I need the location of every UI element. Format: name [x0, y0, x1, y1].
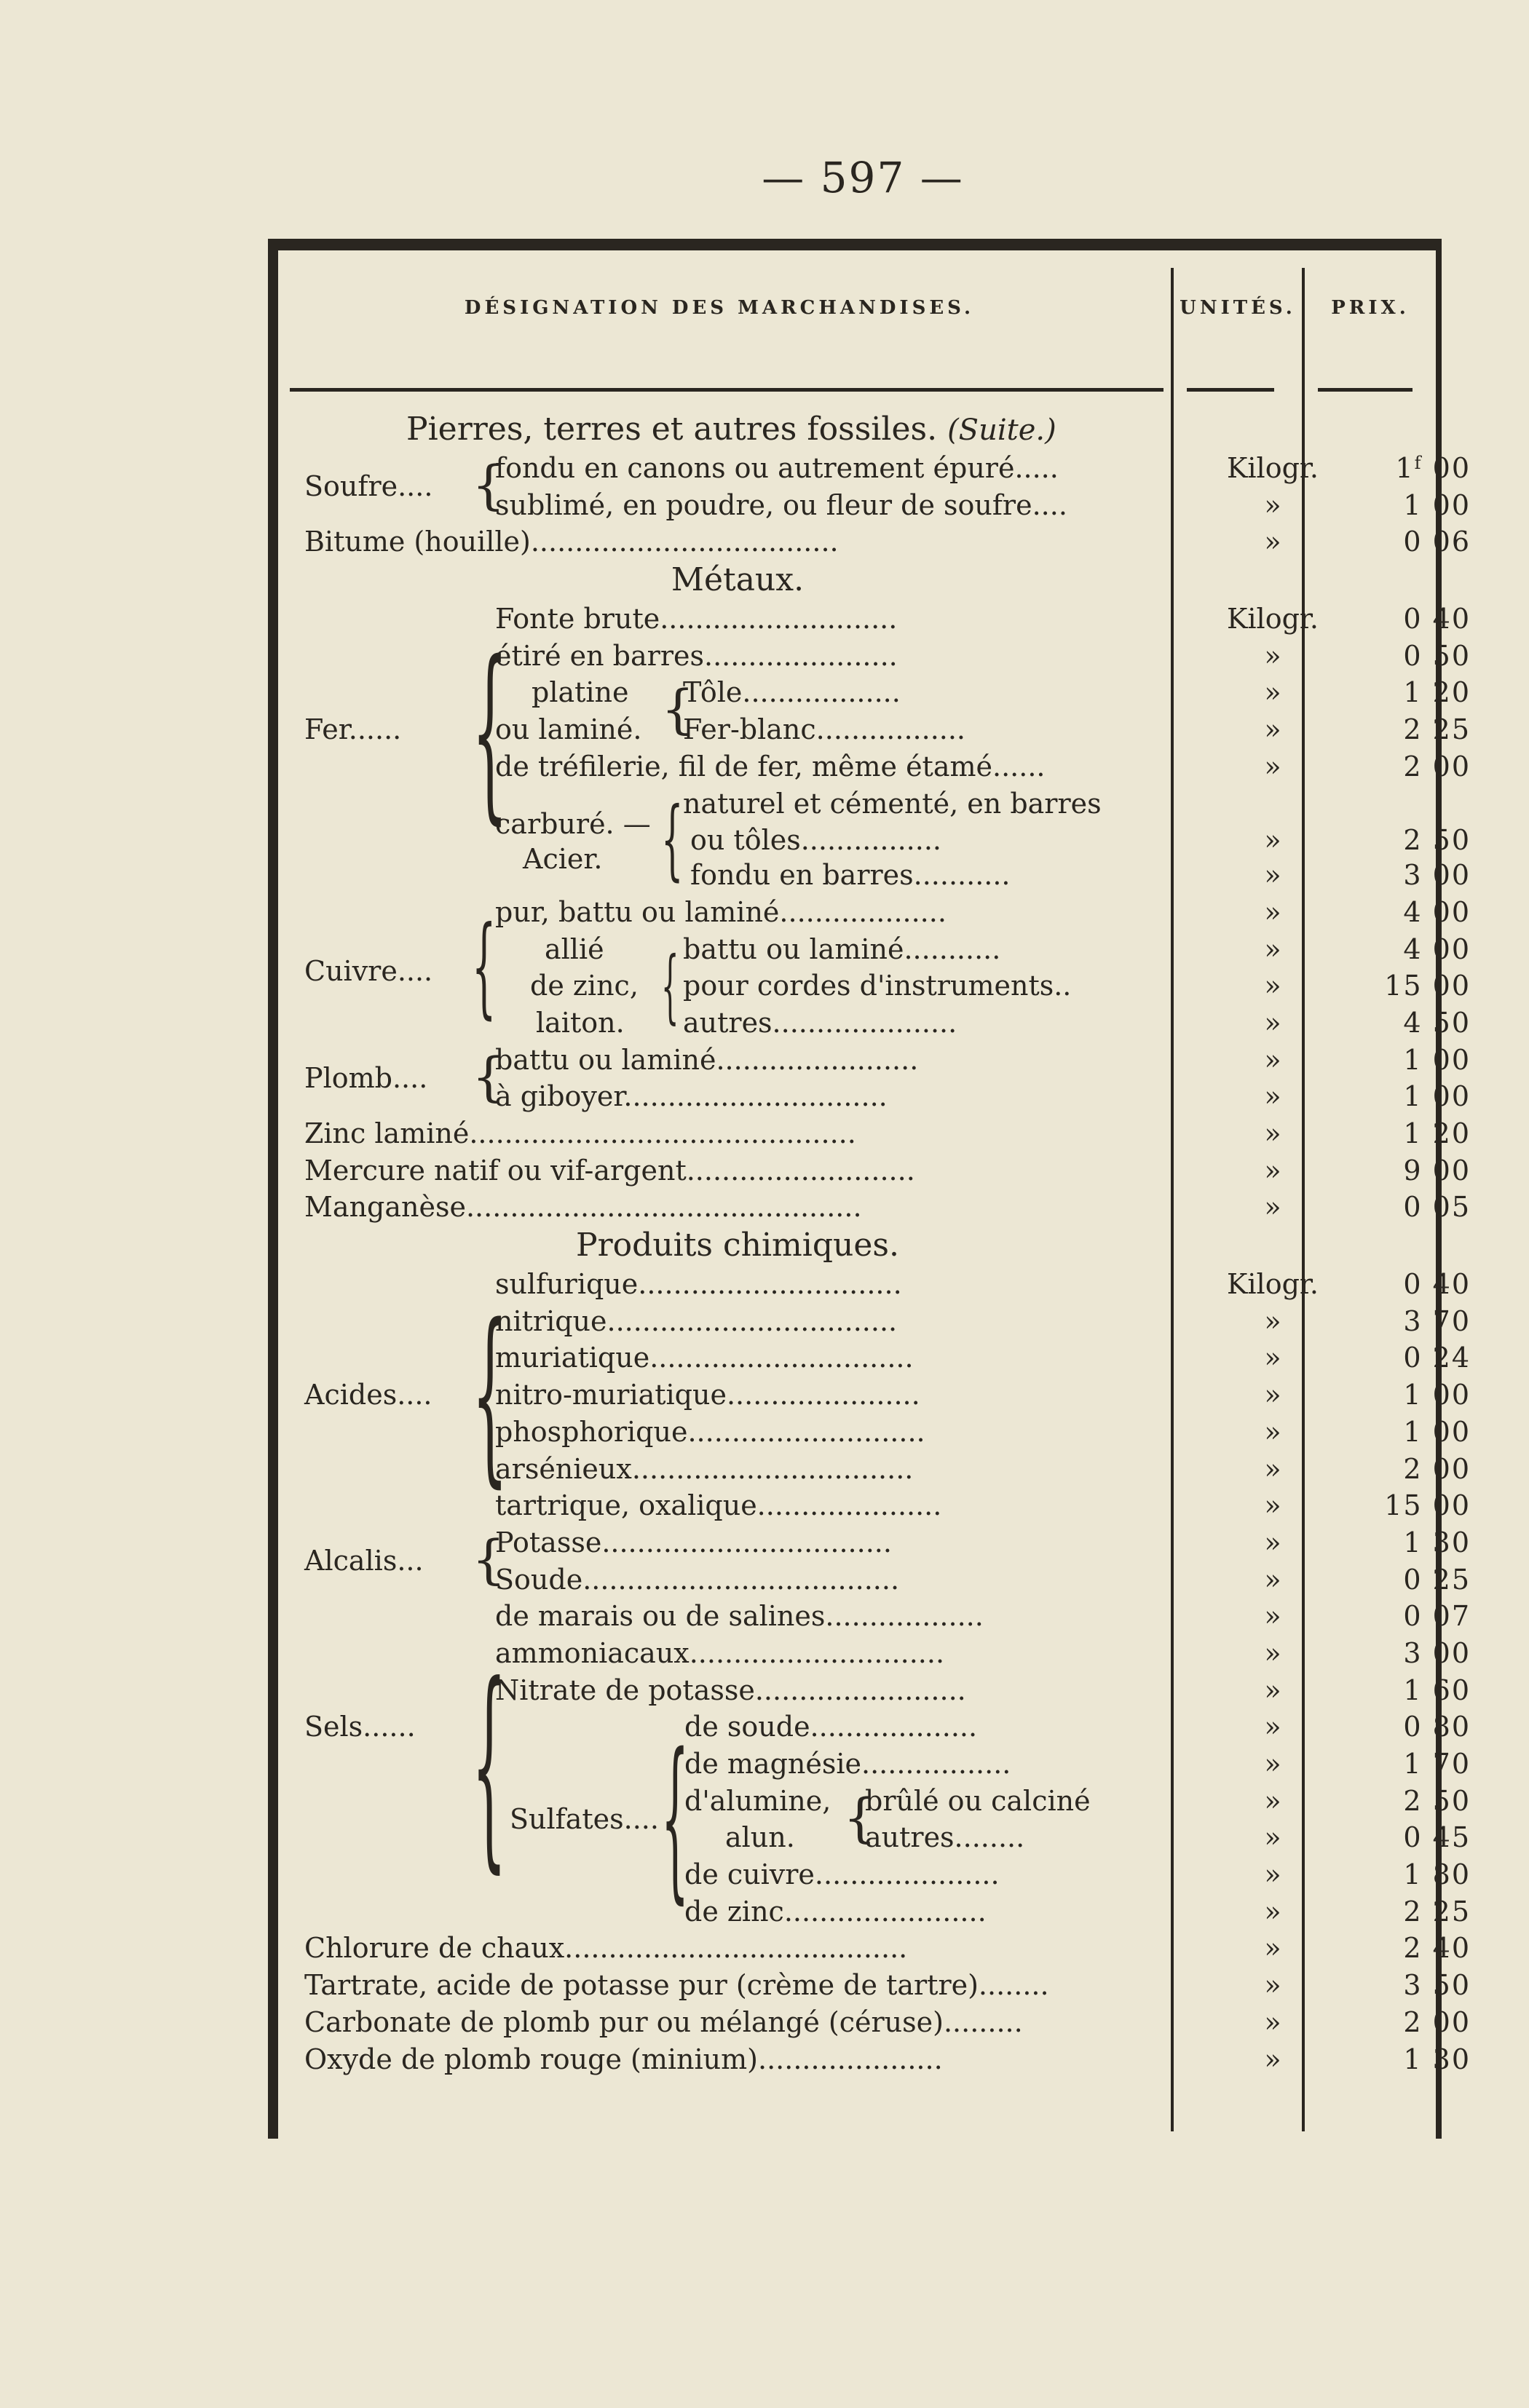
row-label: Oxyde de plomb rouge (minium).....................: [304, 2043, 943, 2075]
group-label-plomb: Plomb....: [304, 1061, 428, 1094]
table-top-border: [268, 239, 1442, 250]
table-row: [304, 1856, 1471, 1893]
row-unit: »: [1264, 1043, 1281, 1076]
table-row: [304, 638, 1471, 675]
row-unit: »: [1264, 1858, 1281, 1891]
sub-label-acier: Acier.: [523, 843, 603, 876]
brace: {: [472, 903, 497, 1030]
table-row: [304, 1487, 1471, 1524]
row-unit: »: [1264, 1489, 1281, 1522]
row-price: 1 20: [1403, 676, 1471, 709]
row-price: 4 00: [1403, 932, 1471, 965]
row-label: ammoniacaux.............................: [495, 1636, 945, 1669]
header-rule: [290, 388, 1163, 392]
section-suite: (Suite.): [947, 413, 1056, 447]
row-unit: »: [1264, 1379, 1281, 1411]
row-label-brule: brûlé ou calciné: [865, 1784, 1091, 1817]
sub-label-laiton: laiton.: [536, 1006, 625, 1039]
row-price: 1 60: [1403, 1674, 1471, 1706]
row-label: fondu en canons ou autrement épuré.....: [495, 452, 1059, 484]
row-unit: »: [1264, 1080, 1281, 1113]
row-price: 1 00: [1403, 1415, 1471, 1448]
row-unit: Kilogr.: [1227, 603, 1319, 635]
row-price: 0 40: [1403, 1268, 1471, 1301]
header-rule-units: [1187, 388, 1274, 392]
row-price: 1 00: [1403, 1379, 1471, 1411]
table-row: [304, 1115, 1471, 1152]
table-row: [304, 1561, 1471, 1599]
row-unit: »: [1264, 713, 1281, 746]
row-label: Soude....................................: [495, 1563, 900, 1596]
group-label-cuivre: Cuivre....: [304, 955, 433, 988]
table-row: [304, 1930, 1471, 1967]
row-unit: »: [1264, 1563, 1281, 1596]
row-label: sulfurique..............................: [495, 1268, 902, 1301]
row-label: nitro-muriatique......................: [495, 1379, 920, 1411]
row-unit: »: [1264, 1154, 1281, 1187]
group-label-acides: Acides....: [304, 1379, 432, 1411]
row-label: autres.....................: [683, 1006, 957, 1039]
row-price: 3 70: [1403, 1304, 1471, 1337]
row-label: à giboyer..............................: [495, 1080, 888, 1113]
table-row: [304, 843, 1471, 894]
row-price: 1 00: [1403, 1080, 1471, 1113]
row-label: pur, battu ou laminé...................: [495, 895, 947, 928]
table-row: [304, 487, 1471, 524]
row-label: battu ou laminé.......................: [495, 1043, 919, 1076]
row-price: 2 00: [1403, 1452, 1471, 1485]
row-unit: »: [1264, 526, 1281, 558]
row-unit: »: [1264, 676, 1281, 709]
row-label: Bitume (houille)...................................: [304, 526, 839, 558]
row-label: tartrique, oxalique.....................: [495, 1489, 942, 1522]
row-label: muriatique..............................: [495, 1342, 914, 1374]
sub-label-platine: platine: [532, 676, 629, 709]
table-row: [304, 1078, 1471, 1115]
table-row: [304, 1451, 1471, 1488]
row-price: 1 30: [1403, 2043, 1471, 2075]
sub-label-carbure: carburé. —: [495, 808, 651, 841]
row-price: 0 80: [1403, 1711, 1471, 1743]
row-label: de zinc.......................: [684, 1895, 987, 1928]
row-unit: »: [1264, 824, 1281, 857]
row-price: 9 00: [1403, 1154, 1471, 1187]
row-price: 15 00: [1384, 970, 1471, 1002]
brace: {: [472, 1285, 508, 1505]
row-label: de tréfilerie, fil de fer, même étamé......: [495, 750, 1046, 783]
row-label: arsénieux................................: [495, 1452, 914, 1485]
table-row: [304, 1005, 1471, 1042]
row-unit: »: [1264, 1526, 1281, 1559]
brace: {: [472, 622, 508, 842]
table-row: [304, 2004, 1471, 2041]
row-price: 3 50: [1403, 1969, 1471, 2002]
table-row: [304, 1672, 1471, 1709]
row-price: 2 25: [1403, 713, 1471, 746]
row-price: 0 05: [1403, 1191, 1471, 1224]
table-row: [304, 1635, 1471, 1672]
row-price: 1$^f$ 00: [1395, 452, 1471, 484]
row-unit: »: [1264, 1748, 1281, 1780]
group-label-fer: Fer......: [304, 713, 402, 746]
row-unit: »: [1264, 1304, 1281, 1337]
table-left-border: [268, 239, 278, 2139]
row-unit: »: [1264, 1636, 1281, 1669]
row-unit: »: [1264, 1821, 1281, 1854]
row-label: sublimé, en poudre, ou fleur de soufre....: [495, 488, 1067, 521]
row-unit: »: [1264, 750, 1281, 783]
table-row: [304, 748, 1471, 785]
table-row: [304, 1189, 1471, 1226]
table-row: [304, 1819, 1471, 1856]
row-label: Tartrate, acide de potasse pur (crème de tartre)........: [304, 1969, 1049, 2002]
brace: {: [661, 789, 684, 891]
row-label: ou tôles................: [690, 824, 941, 857]
row-label: Tôle..................: [683, 676, 901, 709]
row-price: 15 00: [1384, 1489, 1471, 1522]
brace: {: [472, 454, 505, 515]
table-body: [304, 410, 1471, 2078]
row-unit: »: [1264, 1600, 1281, 1633]
row-unit: »: [1264, 1191, 1281, 1224]
row-price: 0 40: [1403, 603, 1471, 635]
row-price: 0 50: [1403, 639, 1471, 672]
table-row: [304, 1303, 1471, 1340]
sub-label-allie: allié: [545, 932, 604, 965]
row-price: 1 00: [1403, 488, 1471, 521]
row-price: 1 70: [1403, 1748, 1471, 1780]
brace: {: [472, 1638, 507, 1893]
row-unit: »: [1264, 1117, 1281, 1149]
table-row: [304, 955, 1471, 1005]
row-label-naturel: naturel et cémenté, en barres: [683, 787, 1102, 820]
row-label: Nitrate de potasse........................: [495, 1674, 966, 1706]
header-designation: DÉSIGNATION DES MARCHANDISES.: [464, 297, 975, 319]
page-number: — 597 —: [762, 153, 964, 202]
row-label: Zinc laminé............................................: [304, 1117, 856, 1149]
row-price: 0 25: [1403, 1563, 1471, 1596]
brace: {: [661, 1716, 690, 1920]
row-price: 3 00: [1403, 859, 1471, 892]
row-unit: »: [1264, 859, 1281, 892]
row-unit: »: [1264, 1342, 1281, 1374]
row-label-autres: autres........: [865, 1821, 1025, 1854]
row-price: 1 00: [1403, 1043, 1471, 1076]
row-label: de cuivre.....................: [684, 1858, 1000, 1891]
row-price: 2 50: [1403, 824, 1471, 857]
row-label: de soude...................: [684, 1711, 978, 1743]
row-price: 1 30: [1403, 1526, 1471, 1559]
group-label-sels: Sels......: [304, 1711, 416, 1743]
row-price: 4 50: [1403, 1006, 1471, 1039]
table-row: [304, 1967, 1471, 2004]
row-price: 4 00: [1403, 895, 1471, 928]
row-price: 0 24: [1403, 1342, 1471, 1374]
section-title-pierres: [304, 410, 1433, 450]
row-price: 2 50: [1403, 1784, 1471, 1817]
row-unit: Kilogr.: [1227, 1268, 1319, 1301]
row-unit: »: [1264, 1932, 1281, 1965]
brace: {: [843, 1786, 877, 1848]
table-row: [304, 2041, 1471, 2078]
section-title-metaux: Métaux.: [671, 561, 805, 599]
table-row: [304, 523, 1471, 561]
section-title-text: Pierres, terres et autres fossiles.: [406, 411, 938, 448]
row-price: 3 00: [1403, 1636, 1471, 1669]
table-row: [304, 1414, 1471, 1451]
group-label-soufre: Soufre....: [304, 470, 433, 502]
group-label-alcalis: Alcalis...: [304, 1544, 424, 1577]
row-unit: »: [1264, 2005, 1281, 2038]
row-price: 2 40: [1403, 1932, 1471, 1965]
row-label: de marais ou de salines..................: [495, 1600, 984, 1633]
row-label: étiré en barres......................: [495, 639, 898, 672]
table-row: [304, 1377, 1471, 1414]
table-row: [304, 1152, 1471, 1189]
row-unit: »: [1264, 1895, 1281, 1928]
row-label: Mercure natif ou vif-argent..........................: [304, 1154, 915, 1187]
row-unit: »: [1264, 1969, 1281, 2002]
brace: {: [661, 678, 695, 740]
row-label: Carbonate de plomb pur ou mélangé (céruse).........: [304, 2005, 1023, 2038]
row-label: Fer-blanc.................: [683, 713, 966, 746]
table-row: [304, 785, 1433, 823]
row-unit: »: [1264, 895, 1281, 928]
row-price: 2 00: [1403, 2005, 1471, 2038]
row-unit: »: [1264, 2043, 1281, 2075]
brace: {: [472, 1528, 505, 1590]
header-price: PRIX.: [1331, 297, 1410, 319]
header-rule-price: [1318, 388, 1413, 392]
table-row: [304, 1339, 1471, 1377]
sub-label-ou-lamine: ou laminé.: [495, 713, 642, 746]
row-unit: »: [1264, 1452, 1281, 1485]
section-title-produits: Produits chimiques.: [576, 1227, 899, 1264]
sub-label-sulfates: Sulfates....: [510, 1802, 659, 1835]
row-unit: Kilogr.: [1227, 452, 1319, 484]
row-price: 1 20: [1403, 1117, 1471, 1149]
row-label: pour cordes d'instruments..: [683, 970, 1072, 1002]
row-unit: »: [1264, 1711, 1281, 1743]
row-label: fondu en barres...........: [690, 859, 1011, 892]
row-unit: »: [1264, 1415, 1281, 1448]
brace: {: [661, 938, 679, 1032]
table-row: [304, 1746, 1471, 1783]
row-label: Chlorure de chaux.......................................: [304, 1932, 908, 1965]
row-price: 0 45: [1403, 1821, 1471, 1854]
row-unit: »: [1264, 488, 1281, 521]
row-unit: »: [1264, 1674, 1281, 1706]
row-label: Fonte brute...........................: [495, 603, 898, 635]
tariff-table: [268, 239, 1471, 2139]
table-row: [304, 1893, 1471, 1930]
row-price: 2 25: [1403, 1895, 1471, 1928]
row-price: 1 80: [1403, 1858, 1471, 1891]
sub-label-alun: alun.: [725, 1821, 795, 1854]
row-unit: »: [1264, 970, 1281, 1002]
table-row: [304, 711, 1471, 748]
row-price: 0 06: [1403, 526, 1471, 558]
sub-label-de-zinc: de zinc,: [530, 970, 639, 1002]
row-label: Manganèse.............................................: [304, 1191, 862, 1224]
sub-label-d-alumine: d'alumine,: [684, 1784, 831, 1817]
row-label: battu ou laminé...........: [683, 932, 1001, 965]
brace: {: [472, 1045, 505, 1107]
row-unit: »: [1264, 932, 1281, 965]
row-price: 0 07: [1403, 1600, 1471, 1633]
header-units: UNITÉS.: [1180, 297, 1296, 319]
row-label: phosphorique...........................: [495, 1415, 925, 1448]
row-label: nitrique.................................: [495, 1304, 898, 1337]
row-unit: »: [1264, 639, 1281, 672]
row-unit: »: [1264, 1006, 1281, 1039]
row-label: de magnésie.................: [684, 1748, 1011, 1780]
row-label: Potasse.................................: [495, 1526, 892, 1559]
row-price: 2 00: [1403, 750, 1471, 783]
row-unit: »: [1264, 1784, 1281, 1817]
